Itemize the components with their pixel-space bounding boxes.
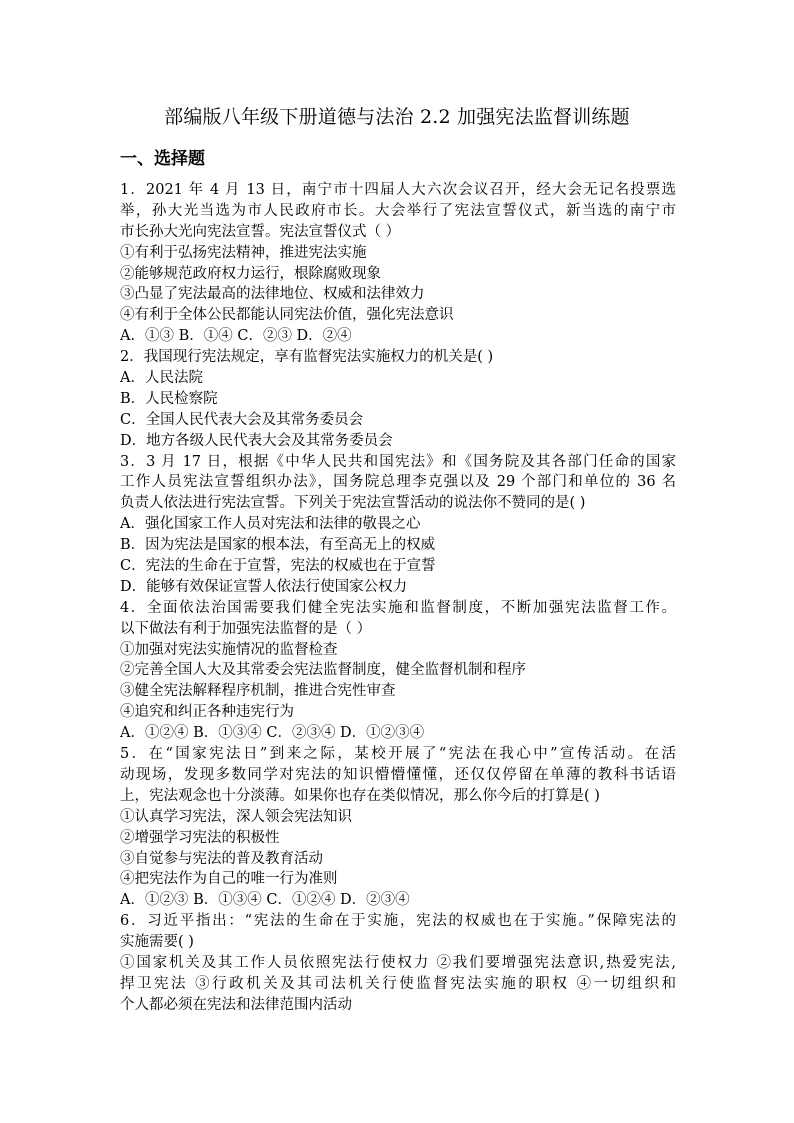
text-line: ②完善全国人大及其常委会宪法监督制度，健全监督机制和程序 [120, 662, 526, 679]
text-line: A．①②④ B．①③④ C．②③④ D．①②③④ [120, 725, 425, 742]
text-line: 6．习近平指出：“宪法的生命在于实施，宪法的权威也在于实施。”保障宪法的 [120, 913, 676, 930]
text-line: B．因为宪法是国家的根本法，有至高无上的权威 [120, 537, 436, 554]
text-line: 2．我国现行宪法规定，享有监督宪法实施权力的机关是( ) [120, 349, 494, 366]
text-line: 市长孙大光向宪法宣誓。宪法宣誓仪式（ ） [120, 223, 401, 240]
text-line: A．①③ B．①④ C．②③ D．②④ [120, 328, 352, 345]
text-line: ①有利于弘扬宪法精神，推进宪法实施 [120, 244, 367, 261]
text-line: 上，宪法观念也十分淡薄。如果你也存在类似情况，那么你今后的打算是( ) [120, 787, 600, 804]
text-line: A．人民法院 [120, 370, 203, 387]
text-line: ②能够规范政府权力运行，根除腐败现象 [120, 265, 381, 282]
text-line: ③健全宪法解释程序机制，推进合宪性审查 [120, 683, 396, 700]
text-line: 举，孙大光当选为市人民政府市长。大会举行了宪法宣誓仪式，新当选的南宁市 [120, 202, 676, 219]
text-line: C．宪法的生命在于宣誓，宪法的权威也在于宣誓 [120, 558, 436, 575]
question-body [120, 180, 676, 1016]
document-title: 部编版八年级下册道德与法治 2.2 加强宪法监督训练题 [164, 106, 630, 128]
text-line: 实施需要( ) [120, 934, 194, 951]
text-line: ③自觉参与宪法的普及教育活动 [120, 850, 323, 867]
text-line: ③凸显了宪法最高的法律地位、权威和法律效力 [120, 286, 425, 303]
text-line: ①加强对宪法实施情况的监督检查 [120, 641, 338, 658]
section-heading: 一、选择题 [120, 149, 205, 169]
text-line: 4．全面依法治国需要我们健全宪法实施和监督制度，不断加强宪法监督工作。 [120, 599, 676, 616]
text-line: A．①②③ B．①③④ C．①②④ D．②③④ [120, 892, 410, 909]
text-line: D．能够有效保证宣誓人依法行使国家公权力 [120, 578, 408, 595]
text-line: 负责人依法进行宪法宣誓。下列关于宪法宣誓活动的说法你不赞同的是( ) [120, 495, 586, 512]
text-line: ④追究和纠正各种违宪行为 [120, 704, 294, 721]
text-line: 3．3 月 17 日，根据《中华人民共和国宪法》和《国务院及其各部门任命的国家 [120, 453, 676, 470]
text-line: 工作人员宪法宣誓组织办法》，国务院总理李克强以及 29 个部门和单位的 36 名 [120, 474, 676, 491]
text-line: 5．在“国家宪法日”到来之际，某校开展了“宪法在我心中”宣传活动。在活 [120, 746, 676, 763]
text-line: 个人都必须在宪法和法律范围内活动 [120, 996, 352, 1013]
text-line: C．全国人民代表大会及其常务委员会 [120, 411, 364, 428]
text-line: D．地方各级人民代表大会及其常务委员会 [120, 432, 393, 449]
text-line: 1．2021 年 4 月 13 日，南宁市十四届人大六次会议召开，经大会无记名投票选 [120, 182, 676, 198]
text-line: ②增强学习宪法的积极性 [120, 829, 280, 846]
text-line: ①认真学习宪法，深人领会宪法知识 [120, 808, 352, 825]
text-line: 动现场，发现多数同学对宪法的知识懵懵懂懂，还仅仅停留在单薄的教科书话语 [120, 766, 676, 783]
text-line: A．强化国家工作人员对宪法和法律的敬畏之心 [120, 516, 421, 533]
text-line: ①国家机关及其工作人员依照宪法行使权力 ②我们要增强宪法意识,热爱宪法, [120, 954, 676, 971]
text-line: 以下做法有利于加强宪法监督的是（ ） [120, 620, 372, 637]
text-line: 捍卫宪法 ③行政机关及其司法机关行使监督宪法实施的职权 ④一切组织和 [120, 975, 676, 992]
text-line: ④有利于全体公民都能认同宪法价值，强化宪法意识 [120, 307, 454, 324]
text-line: B．人民检察院 [120, 390, 218, 407]
text-line: ④把宪法作为自己的唯一行为准则 [120, 871, 338, 888]
